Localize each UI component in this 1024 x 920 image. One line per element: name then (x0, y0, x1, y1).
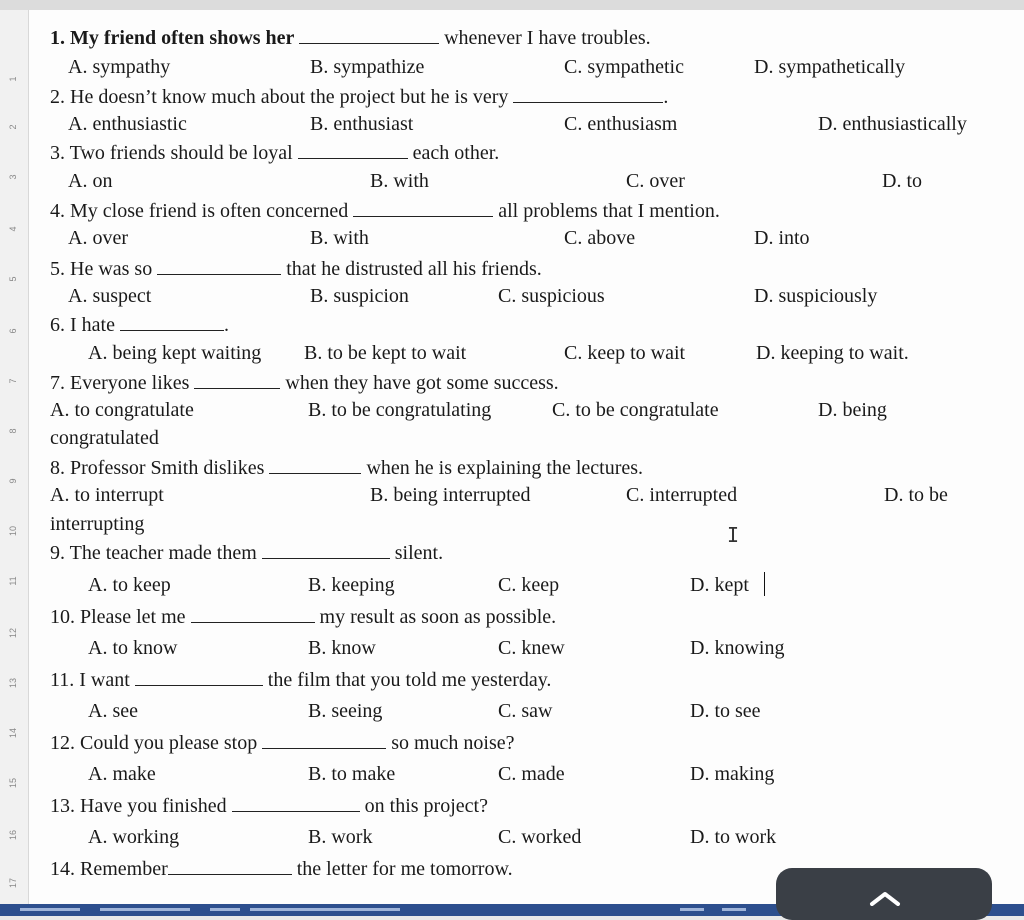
question-4-stem: 4. My close friend is often concerned all problems that I mention. (50, 200, 720, 222)
ruler-label: 14 (8, 728, 18, 739)
q7-option-b: B. to be congratulating (308, 399, 492, 421)
q5-option-d: D. suspiciously (754, 285, 878, 307)
ruler-label: 4 (8, 226, 18, 232)
q2-option-d: D. enthusiastically (818, 113, 967, 135)
q10-option-b: B. know (308, 637, 376, 659)
question-12-stem: 12. Could you please stop so much noise? (50, 732, 515, 754)
q8-option-c: C. interrupted (626, 484, 738, 506)
taskbar-item[interactable] (722, 908, 746, 911)
q7-option-d-wrap: congratulated (50, 427, 159, 449)
q7-option-a: A. to congratulate (50, 399, 194, 421)
q9-option-c: C. keep (498, 574, 560, 596)
q3-option-b: B. with (370, 170, 429, 192)
question-9-stem: 9. The teacher made them silent. (50, 542, 444, 564)
q6-option-d: D. keeping to wait. (756, 342, 909, 364)
q5-option-b: B. suspicion (310, 285, 409, 307)
ruler-label: 1 (8, 76, 18, 82)
q2-option-a: A. enthusiastic (68, 113, 187, 135)
q13-option-a: A. working (88, 826, 180, 848)
q6-option-b: B. to be kept to wait (304, 342, 467, 364)
q11-option-c: C. saw (498, 700, 553, 722)
top-toolbar-strip (0, 0, 1024, 10)
q8-option-a: A. to interrupt (50, 484, 164, 506)
question-1-stem: 1. My friend often shows her whenever I have troubles. (50, 27, 651, 49)
text-caret (764, 572, 765, 596)
q10-option-a: A. to know (88, 637, 178, 659)
question-6-stem: 6. I hate . (50, 314, 229, 336)
q13-option-d: D. to work (690, 826, 777, 848)
ruler-label: 6 (8, 328, 18, 334)
question-2-stem: 2. He doesn’t know much about the project but he is very . (50, 86, 669, 108)
q3-option-d: D. to (882, 170, 922, 192)
q10-option-d: D. knowing (690, 637, 785, 659)
q5-option-c: C. suspicious (498, 285, 605, 307)
ruler-label: 16 (8, 830, 18, 841)
q4-option-d: D. into (754, 227, 810, 249)
q8-option-d-wrap: interrupting (50, 513, 145, 535)
question-14-stem: 14. Remember the letter for me tomorrow. (50, 858, 513, 880)
ruler-label: 17 (8, 878, 18, 889)
q5-option-a: A. suspect (68, 285, 152, 307)
q4-option-c: C. above (564, 227, 636, 249)
question-3-stem: 3. Two friends should be loyal each other. (50, 142, 500, 164)
q4-option-a: A. over (68, 227, 128, 249)
q13-option-c: C. worked (498, 826, 582, 848)
ruler-label: 10 (8, 526, 18, 537)
taskbar-item[interactable] (680, 908, 704, 911)
q9-option-d: D. kept (690, 574, 749, 596)
question-13-stem: 13. Have you finished on this project? (50, 795, 488, 817)
q8-option-d: D. to be (884, 484, 948, 506)
taskbar-item[interactable] (250, 908, 400, 911)
q12-option-a: A. make (88, 763, 156, 785)
ruler-label: 8 (8, 428, 18, 434)
ruler-label: 7 (8, 378, 18, 384)
question-5-stem: 5. He was so that he distrusted all his friends. (50, 258, 542, 280)
q9-option-a: A. to keep (88, 574, 171, 596)
question-10-stem: 10. Please let me my result as soon as possible. (50, 606, 557, 628)
taskbar-item[interactable] (100, 908, 190, 911)
q12-option-b: B. to make (308, 763, 396, 785)
q8-option-b: B. being interrupted (370, 484, 531, 506)
q11-option-d: D. to see (690, 700, 761, 722)
vertical-ruler (0, 10, 29, 916)
i-beam-cursor-icon: I (727, 523, 740, 547)
q4-option-b: B. with (310, 227, 369, 249)
question-11-stem: 11. I want the film that you told me yesterday. (50, 669, 552, 691)
q3-option-a: A. on (68, 170, 113, 192)
ruler-label: 13 (8, 678, 18, 689)
q3-option-c: C. over (626, 170, 685, 192)
q12-option-d: D. making (690, 763, 775, 785)
question-7-stem: 7. Everyone likes when they have got some success. (50, 372, 559, 394)
ruler-label: 11 (8, 576, 18, 586)
q2-option-c: C. enthusiasm (564, 113, 678, 135)
q7-option-d: D. being (818, 399, 887, 421)
q1-option-a: A. sympathy (68, 56, 171, 78)
q1-option-d: D. sympathetically (754, 56, 906, 78)
q6-option-c: C. keep to wait (564, 342, 686, 364)
q7-option-c: C. to be congratulate (552, 399, 719, 421)
q11-option-b: B. seeing (308, 700, 383, 722)
q1-option-b: B. sympathize (310, 56, 425, 78)
q11-option-a: A. see (88, 700, 138, 722)
ruler-label: 3 (8, 174, 18, 180)
scroll-down-button[interactable] (776, 868, 992, 920)
taskbar-item[interactable] (20, 908, 80, 911)
q9-option-b: B. keeping (308, 574, 395, 596)
question-8-stem: 8. Professor Smith dislikes when he is explaining the lectures. (50, 457, 644, 479)
q1-option-c: C. sympathetic (564, 56, 684, 78)
q12-option-c: C. made (498, 763, 565, 785)
ruler-label: 15 (8, 778, 18, 789)
ruler-label: 12 (8, 628, 18, 639)
q2-option-b: B. enthusiast (310, 113, 414, 135)
ruler-label: 9 (8, 478, 18, 484)
q10-option-c: C. knew (498, 637, 565, 659)
ruler-label: 5 (8, 276, 18, 282)
taskbar-item[interactable] (210, 908, 240, 911)
q6-option-a: A. being kept waiting (88, 342, 262, 364)
chevron-down-icon (868, 890, 902, 906)
q13-option-b: B. work (308, 826, 373, 848)
ruler-label: 2 (8, 124, 18, 130)
